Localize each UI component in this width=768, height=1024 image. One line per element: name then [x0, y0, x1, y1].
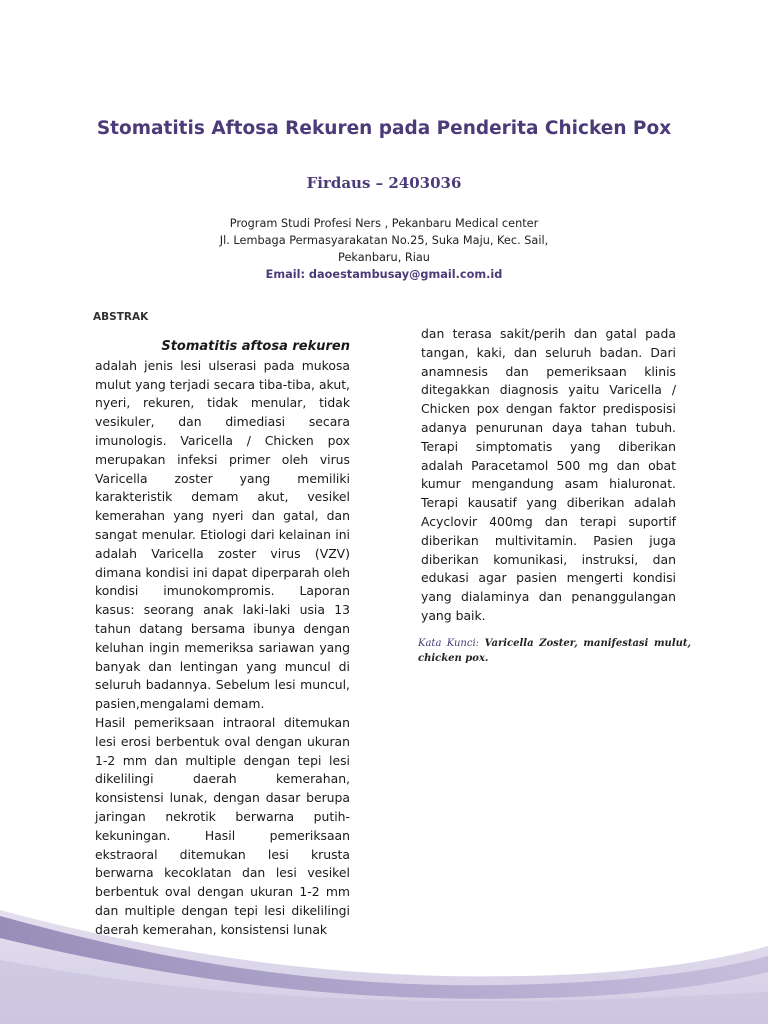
abstract-right-column	[421, 325, 676, 626]
abstract-paragraph-1	[95, 338, 350, 714]
author-email: Email: daoestambusay@gmail.com.id	[265, 268, 503, 281]
affiliation-line-2: Jl. Lembaga Permasyarakatan No.25, Suka Maju, Kec. Sail,	[219, 234, 549, 247]
abstract-lead-phrase: Stomatitis aftosa rekuren	[161, 339, 350, 354]
affiliation-line-3: Pekanbaru, Riau	[338, 251, 430, 264]
keywords-block	[418, 636, 691, 666]
keywords-text: Varicella Zoster, manifestasi mulut, chicken pox.	[418, 638, 691, 664]
paper-title: Stomatitis Aftosa Rekuren pada Penderita Chicken Pox	[96, 118, 672, 139]
abstract-paragraph-3: dan terasa sakit/perih dan gatal pada tangan, kaki, dan seluruh badan. Dari anamnesis dan pemeriksaan klinis ditegakkan diagnosis yaitu Varicella / Chicken pox dengan faktor predisposisi adanya penurunan daya tahan tubuh. Terapi simptomatis yang diberikan adalah Paracetamol 500 mg dan obat kumur mengandung asam hialuronat. Terapi kausatif yang diberikan adalah Acyclovir 400mg dan terapi suportif diberikan multivitamin. Pasien juga diberikan komunikasi, instruksi, dan edukasi agar pasien mengerti kondisi yang dialaminya dan penanggulangan yang baik.	[421, 326, 676, 623]
affiliation-line-1: Program Studi Profesi Ners , Pekanbaru Medical center	[229, 217, 539, 230]
abstract-left-column	[95, 338, 350, 940]
decorative-wave-footer	[0, 880, 768, 1024]
keywords-label: Kata Kunci:	[418, 638, 480, 649]
abstract-paragraph-1-text: adalah jenis lesi ulserasi pada mukosa mulut yang terjadi secara tiba-tiba, akut, nyeri, rekuren, tidak menular, tidak vesikuler, dan dimediasi secara imunologis. Varicella / Chicken pox merupakan infeksi primer oleh virus Varicella zoster yang memiliki karakteristik demam akut, vesikel kemerahan yang nyeri dan gatal, dan sangat menular. Etiologi dari kelainan ini adalah Varicella zoster virus (VZV) dimana kondisi ini dapat diperparah oleh kondisi imunokompromis. Laporan kasus: seorang anak laki-laki usia 13 tahun datang bersama ibunya dengan keluhan ingin memeriksa sariawan yang banyak dan lentingan yang muncul di seluruh badannya. Sebelum lesi muncul, pasien,mengalami demam.	[95, 357, 350, 712]
abstract-paragraph-2: Hasil pemeriksaan intraoral ditemukan lesi erosi berbentuk oval dengan ukuran 1-2 mm dan multiple dengan tepi lesi dikelilingi daerah kemerahan, konsistensi lunak, dengan dasar berupa jaringan nekrotik berwarna putih-kekuningan. Hasil pemeriksaan ekstraoral ditemukan lesi krusta berwarna kecoklatan dan lesi vesikel berbentuk oval dengan ukuran 1-2 mm dan multiple dengan tepi lesi dikelilingi daerah kemerahan, konsistensi lunak	[95, 714, 350, 937]
abstract-heading: ABSTRAK	[93, 311, 149, 323]
author-line: Firdaus – 2403036	[306, 174, 462, 192]
affiliation-block	[0, 215, 768, 283]
